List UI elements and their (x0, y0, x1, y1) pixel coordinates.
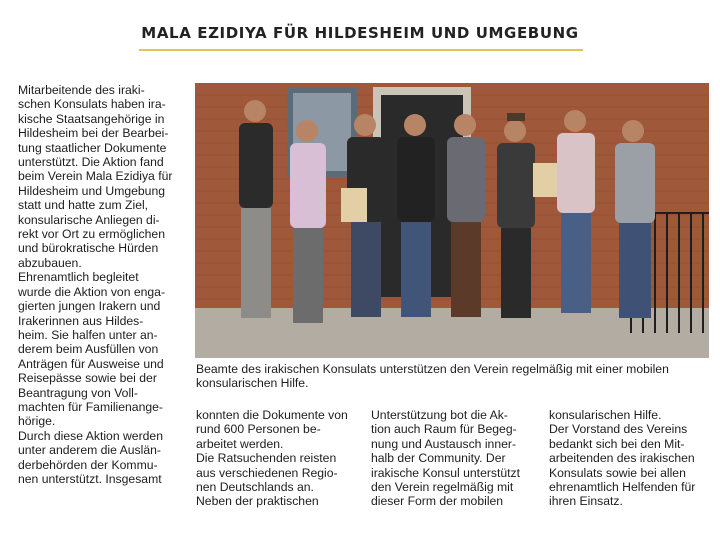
text-line: halb der Community. Der (371, 451, 506, 466)
article-column-4 (549, 408, 709, 509)
text-line: nung und Austausch inner- (371, 436, 516, 451)
text-line: Reisepässe sowie bei der (18, 371, 157, 386)
text-line: Konsulats sowie bei allen (549, 465, 686, 480)
text-line: arbeitenden des irakischen (549, 451, 695, 466)
article-column-3 (371, 408, 535, 509)
text-line: wurde die Aktion von enga- (18, 284, 166, 299)
text-line: ihren Einsatz. (549, 494, 623, 509)
text-line: Hildesheim bei der Bearbei- (18, 126, 169, 141)
group-photo-illustration (195, 83, 709, 358)
text-line: konsularische Anliegen di- (18, 212, 160, 227)
text-line: tion auch Raum für Begeg- (371, 422, 517, 437)
text-line: machten für Familienange- (18, 399, 163, 414)
text-line: Mitarbeitende des iraki- (18, 83, 145, 97)
caption-line: Beamte des irakischen Konsulats unterstützen den Verein regelmäßig mit einer mobilen (196, 362, 669, 376)
text-line: derem beim Ausfüllen von (18, 342, 159, 357)
text-line: nen unterstützt. Insgesamt (18, 471, 162, 486)
text-line: Anträgen für Ausweise und (18, 356, 164, 371)
photo-caption (196, 362, 710, 391)
text-line: bedankt sich bei den Mit- (549, 436, 685, 451)
text-line: Durch diese Aktion werden (18, 428, 163, 443)
text-line: Irakerinnen aus Hildes- (18, 313, 144, 328)
text-line: statt und hatte zum Ziel, (18, 198, 149, 213)
text-line: nen Deutschlands an. (196, 480, 314, 495)
text-line: Hildesheim und Umgebung (18, 183, 166, 198)
text-line: konsularischen Hilfe. (549, 408, 662, 422)
text-line: Unterstützung bot die Ak- (371, 408, 508, 422)
text-line: schen Konsulats haben ira- (18, 97, 166, 112)
text-line: unterstützt. Die Aktion fand (18, 155, 164, 170)
text-line: dieser Form der mobilen (371, 494, 504, 509)
text-line: ehrenamtlich Helfenden für (549, 480, 696, 495)
text-line: rekt vor Ort zu ermöglichen (18, 227, 165, 242)
text-line: abzubauen. (18, 255, 82, 270)
text-line: Ehrenamtlich begleitet (18, 270, 139, 285)
caption-line: konsularischen Hilfe. (196, 376, 309, 391)
text-line: den Verein regelmäßig mit (371, 480, 514, 495)
text-line: heim. Sie halfen unter an- (18, 327, 158, 342)
text-line: derbehörden der Kommu- (18, 457, 158, 472)
text-line: aus verschiedenen Regio- (196, 465, 338, 480)
text-line: arbeitet werden. (196, 436, 284, 451)
article-column-1 (18, 83, 186, 486)
text-line: kische Staatsangehörige in (18, 111, 165, 126)
headline-underline (139, 49, 583, 51)
text-line: Der Vorstand des Vereins (549, 422, 688, 437)
text-line: Neben der praktischen (196, 494, 319, 509)
text-line: beim Verein Mala Ezidiya für (18, 169, 173, 184)
text-line: tung staatlicher Dokumente (18, 140, 167, 155)
headline: MALA EZIDIYA FÜR HILDESHEIM UND UMGEBUNG (141, 24, 579, 42)
text-line: rund 600 Personen be- (196, 422, 321, 437)
text-line: und bürokratische Hürden (18, 241, 159, 256)
text-line: hörige. (18, 414, 56, 429)
text-line: gierten jungen Irakern und (18, 299, 161, 314)
text-line: unter anderem die Auslän- (18, 443, 161, 458)
text-line: konnten die Dokumente von (196, 408, 348, 422)
text-line: irakische Konsul unterstützt (371, 465, 521, 480)
article-column-2 (196, 408, 360, 509)
text-line: Beantragung von Voll- (18, 385, 138, 400)
text-line: Die Ratsuchenden reisten (196, 451, 337, 466)
group-photo (195, 83, 709, 358)
